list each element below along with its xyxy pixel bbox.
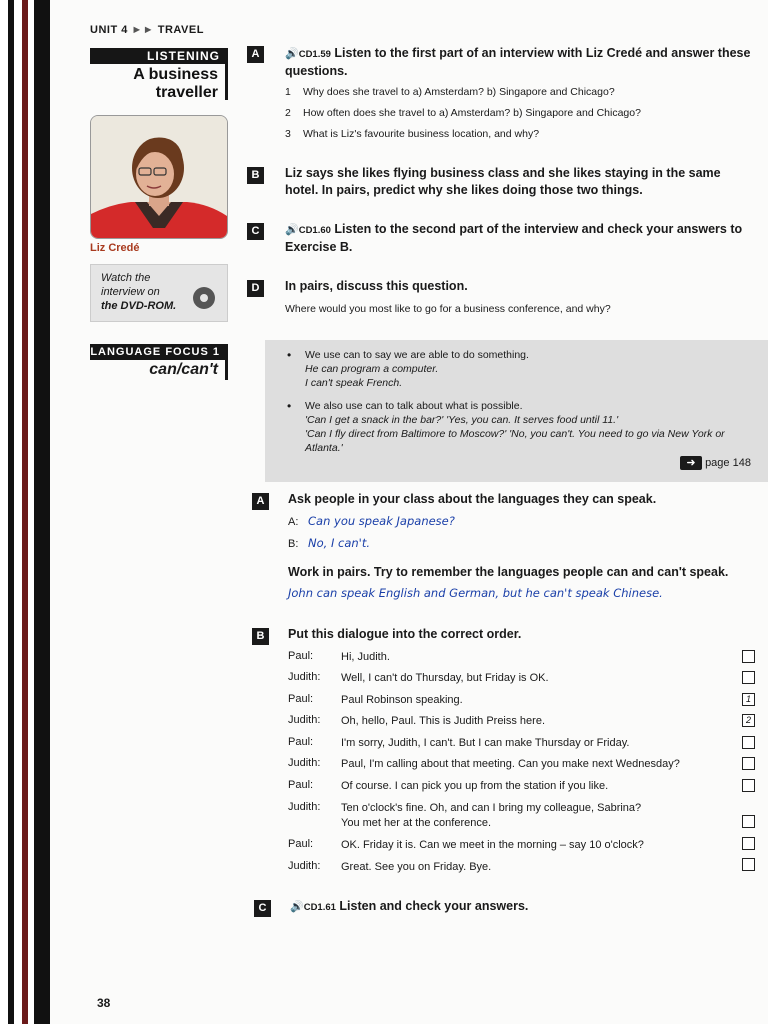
exercise-c-heading [285, 221, 755, 256]
exercise-d-heading: In pairs, discuss this question. [285, 279, 468, 293]
focus-a-heading-2: Work in pairs. Try to remember the languages people can and can't speak. [288, 565, 729, 579]
question-item: 1 Why does she travel to a) Amsterdam? b) Singapore and Chicago? [285, 86, 615, 98]
order-checkbox[interactable] [742, 858, 755, 871]
exercise-d-subtext: Where would you most like to go for a business conference, and why? [285, 303, 611, 315]
focus-a-heading: Ask people in your class about the languages they can speak. [288, 492, 657, 506]
unit-header [90, 24, 204, 36]
focus-letter-a: A [252, 493, 269, 510]
listening-tag: LISTENING [90, 48, 228, 64]
order-checkbox[interactable] [742, 736, 755, 749]
unit-label: UNIT 4 [90, 24, 128, 36]
dvd-line-3: the DVD-ROM. [101, 300, 177, 312]
grammar-reference-link[interactable] [680, 456, 751, 470]
bullet-icon: • [287, 348, 292, 362]
unit-section: TRAVEL [157, 24, 204, 36]
interviewee-photo [90, 115, 228, 239]
order-checkbox[interactable] [742, 650, 755, 663]
book-spine [0, 0, 50, 1024]
language-focus-title: can/can't [149, 361, 218, 378]
order-checkbox[interactable]: 2 [742, 714, 755, 727]
order-checkbox[interactable] [742, 757, 755, 770]
rule-2-example-1: 'Can I get a snack in the bar?' 'Yes, you can. It serves food until 11.' [305, 414, 619, 426]
speaker-icon: 🔊 [290, 901, 304, 913]
rule-1-example-2: I can't speak French. [305, 377, 403, 389]
focus-c-text: Listen and check your answers. [339, 899, 529, 913]
cd-track-focus-c: CD1.61 [303, 902, 336, 913]
speaker-icon: 🔊 [285, 224, 299, 236]
disc-icon [193, 287, 215, 309]
handwritten-answer: Can you speak Japanese? [308, 514, 455, 528]
photo-caption: Liz Credé [90, 242, 140, 254]
focus-a-answer-b: B: No, I can't. [288, 536, 370, 550]
focus-letter-c: C [254, 900, 271, 917]
order-checkbox[interactable] [742, 671, 755, 684]
page-ref-text: page 148 [705, 456, 751, 469]
handwritten-answer: No, I can't. [308, 536, 370, 550]
dvd-line-2: interview on [101, 286, 160, 298]
bullet-icon: • [287, 399, 292, 413]
question-list [285, 85, 745, 141]
tag-rule [225, 48, 228, 100]
dvd-callout[interactable] [90, 264, 228, 322]
rule-2-example-2: 'Can I fly direct from Baltimore to Moscow?' 'No, you can't. You need to go via New York or Atlanta.' [305, 428, 725, 454]
focus-b-heading: Put this dialogue into the correct order. [288, 627, 522, 641]
rule-1 [287, 348, 757, 390]
tag-rule-2 [225, 344, 228, 380]
listening-title [100, 66, 218, 102]
focus-letter-b: B [252, 628, 269, 645]
listening-title-line-1: A business [133, 66, 218, 83]
rule-1-text: We use can to say we are able to do something. [305, 349, 529, 361]
order-checkbox[interactable]: 1 [742, 693, 755, 706]
rule-2 [287, 399, 747, 455]
speaker-icon: 🔊 [285, 48, 299, 60]
handwritten-example: John can speak English and German, but he can't speak Chinese. [288, 586, 663, 600]
cd-track-c: CD1.60 [298, 225, 331, 236]
arrow-right-icon: ➜ [680, 456, 702, 470]
exercise-letter-a: A [247, 46, 264, 63]
double-arrow-icon: ►► [131, 24, 158, 36]
question-item: 3 What is Liz's favourite business location, and why? [285, 128, 540, 140]
portrait-illustration [91, 116, 227, 238]
cd-track-a: CD1.59 [298, 49, 331, 60]
exercise-letter-d: D [247, 280, 264, 297]
language-focus-tag: LANGUAGE FOCUS 1 [90, 344, 228, 360]
exercise-letter-b: B [247, 167, 264, 184]
focus-a-answer-a: A: Can you speak Japanese? [288, 514, 455, 528]
exercise-a-heading [285, 45, 755, 80]
order-checkbox[interactable] [742, 815, 755, 828]
exercise-c-text: Listen to the second part of the interview and check your answers to Exercise B. [285, 222, 743, 254]
focus-c-heading [290, 898, 750, 916]
order-checkbox[interactable] [742, 837, 755, 850]
exercise-b-heading: Liz says she likes flying business class and she likes staying in the same hotel. In pairs, predict why she likes doing those two things. [285, 166, 721, 197]
listening-title-line-2: traveller [155, 84, 218, 101]
order-checkbox[interactable] [742, 779, 755, 792]
rule-1-example-1: He can program a computer. [305, 363, 439, 375]
question-item: 2 How often does she travel to a) Amsterdam? b) Singapore and Chicago? [285, 107, 641, 119]
exercise-letter-c: C [247, 223, 264, 240]
page-number: 38 [97, 996, 111, 1010]
exercise-a-text: Listen to the first part of an interview with Liz Credé and answer these questions. [285, 46, 751, 78]
rule-2-text: We also use can to talk about what is possible. [305, 400, 523, 412]
dvd-line-1: Watch the [101, 272, 151, 284]
